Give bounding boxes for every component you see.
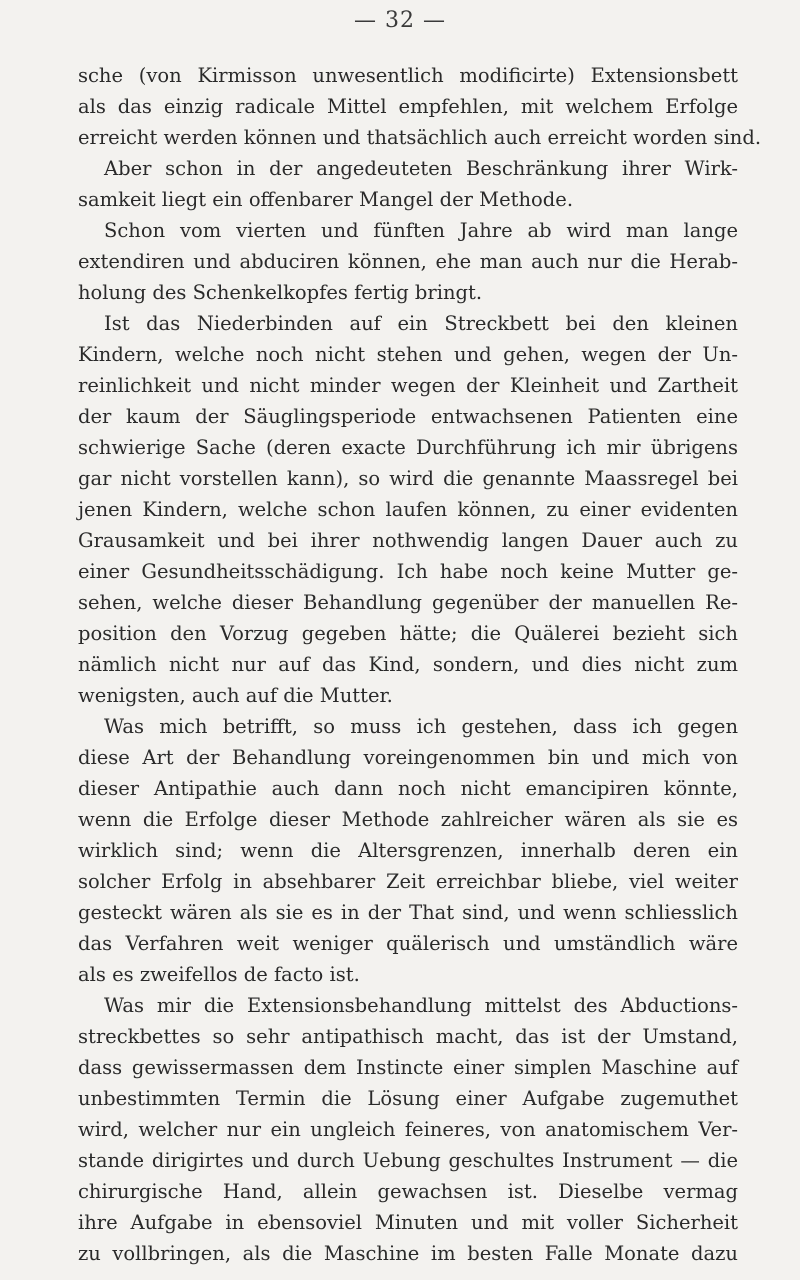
text-line: stande dirigirtes und durch Uebung geschultes Instrument — die [78, 1149, 738, 1172]
text-line: wenn die Erfolge dieser Methode zahlreicher wären als sie es [78, 808, 738, 831]
text-line: streckbettes so sehr antipathisch macht, das ist der Umstand, [78, 1025, 738, 1048]
text-line: als das einzig radicale Mittel empfehlen, mit welchem Erfolge [78, 95, 738, 118]
page-number: — 32 — [354, 8, 446, 33]
text-line: Aber schon in der angedeuteten Beschränkung ihrer Wirk- [104, 157, 738, 180]
text-line: position den Vorzug gegeben hätte; die Quälerei bezieht sich [78, 622, 738, 645]
text-line: Ist das Niederbinden auf ein Streckbett bei den kleinen [104, 312, 738, 335]
text-line: unbestimmten Termin die Lösung einer Aufgabe zugemuthet [78, 1087, 738, 1110]
text-line: chirurgische Hand, allein gewachsen ist. Dieselbe vermag [78, 1180, 738, 1203]
text-line: wenigsten, auch auf die Mutter. [78, 684, 393, 707]
text-line: erreicht werden können und thatsächlich auch erreicht worden sind. [78, 126, 762, 149]
text-line: ihre Aufgabe in ebensoviel Minuten und mit voller Sicherheit [78, 1211, 738, 1234]
text-line: wirklich sind; wenn die Altersgrenzen, innerhalb deren ein [78, 839, 738, 862]
text-line: sehen, welche dieser Behandlung gegenüber der manuellen Re- [78, 591, 738, 614]
text-line: der kaum der Säuglingsperiode entwachsenen Patienten eine [78, 405, 738, 428]
text-line: holung des Schenkelkopfes fertig bringt. [78, 281, 483, 304]
text-line: extendiren und abduciren können, ehe man auch nur die Herab- [78, 250, 738, 273]
text-line: Kindern, welche noch nicht stehen und gehen, wegen der Un- [78, 343, 738, 366]
text-line: schwierige Sache (deren exacte Durchführung ich mir übrigens [78, 436, 738, 459]
text-line: einer Gesundheitsschädigung. Ich habe noch keine Mutter ge- [78, 560, 738, 583]
text-line: gar nicht vorstellen kann), so wird die genannte Maassregel bei [78, 467, 738, 490]
text-line: gesteckt wären als sie es in der That sind, und wenn schliesslich [78, 901, 738, 924]
text-line: wird, welcher nur ein ungleich feineres, von anatomischem Ver- [78, 1118, 738, 1141]
text-line: als es zweifellos de facto ist. [78, 963, 360, 986]
text-line: dass gewissermassen dem Instincte einer simplen Maschine auf [78, 1056, 738, 1079]
text-line: samkeit liegt ein offenbarer Mangel der Methode. [78, 188, 574, 211]
text-line: Schon vom vierten und fünften Jahre ab wird man lange [104, 219, 738, 242]
text-line: Grausamkeit und bei ihrer nothwendig langen Dauer auch zu [78, 529, 738, 552]
text-line: jenen Kindern, welche schon laufen können, zu einer evidenten [78, 498, 738, 521]
text-line: zu vollbringen, als die Maschine im besten Falle Monate dazu [78, 1242, 738, 1265]
body-text [78, 60, 762, 1269]
text-line: diese Art der Behandlung voreingenommen bin und mich von [78, 746, 738, 769]
text-line: Was mich betrifft, so muss ich gestehen, dass ich gegen [104, 715, 738, 738]
text-line: Was mir die Extensionsbehandlung mittelst des Abductions- [104, 994, 738, 1017]
text-line: dieser Antipathie auch dann noch nicht emancipiren könnte, [78, 777, 738, 800]
text-line: reinlichkeit und nicht minder wegen der Kleinheit und Zartheit [78, 374, 738, 397]
text-line: nämlich nicht nur auf das Kind, sondern, und dies nicht zum [78, 653, 738, 676]
text-line: das Verfahren weit weniger quälerisch und umständlich wäre [78, 932, 738, 955]
text-line: sche (von Kirmisson unwesentlich modificirte) Extensionsbett [78, 64, 738, 87]
text-line: solcher Erfolg in absehbarer Zeit erreichbar bliebe, viel weiter [78, 870, 738, 893]
